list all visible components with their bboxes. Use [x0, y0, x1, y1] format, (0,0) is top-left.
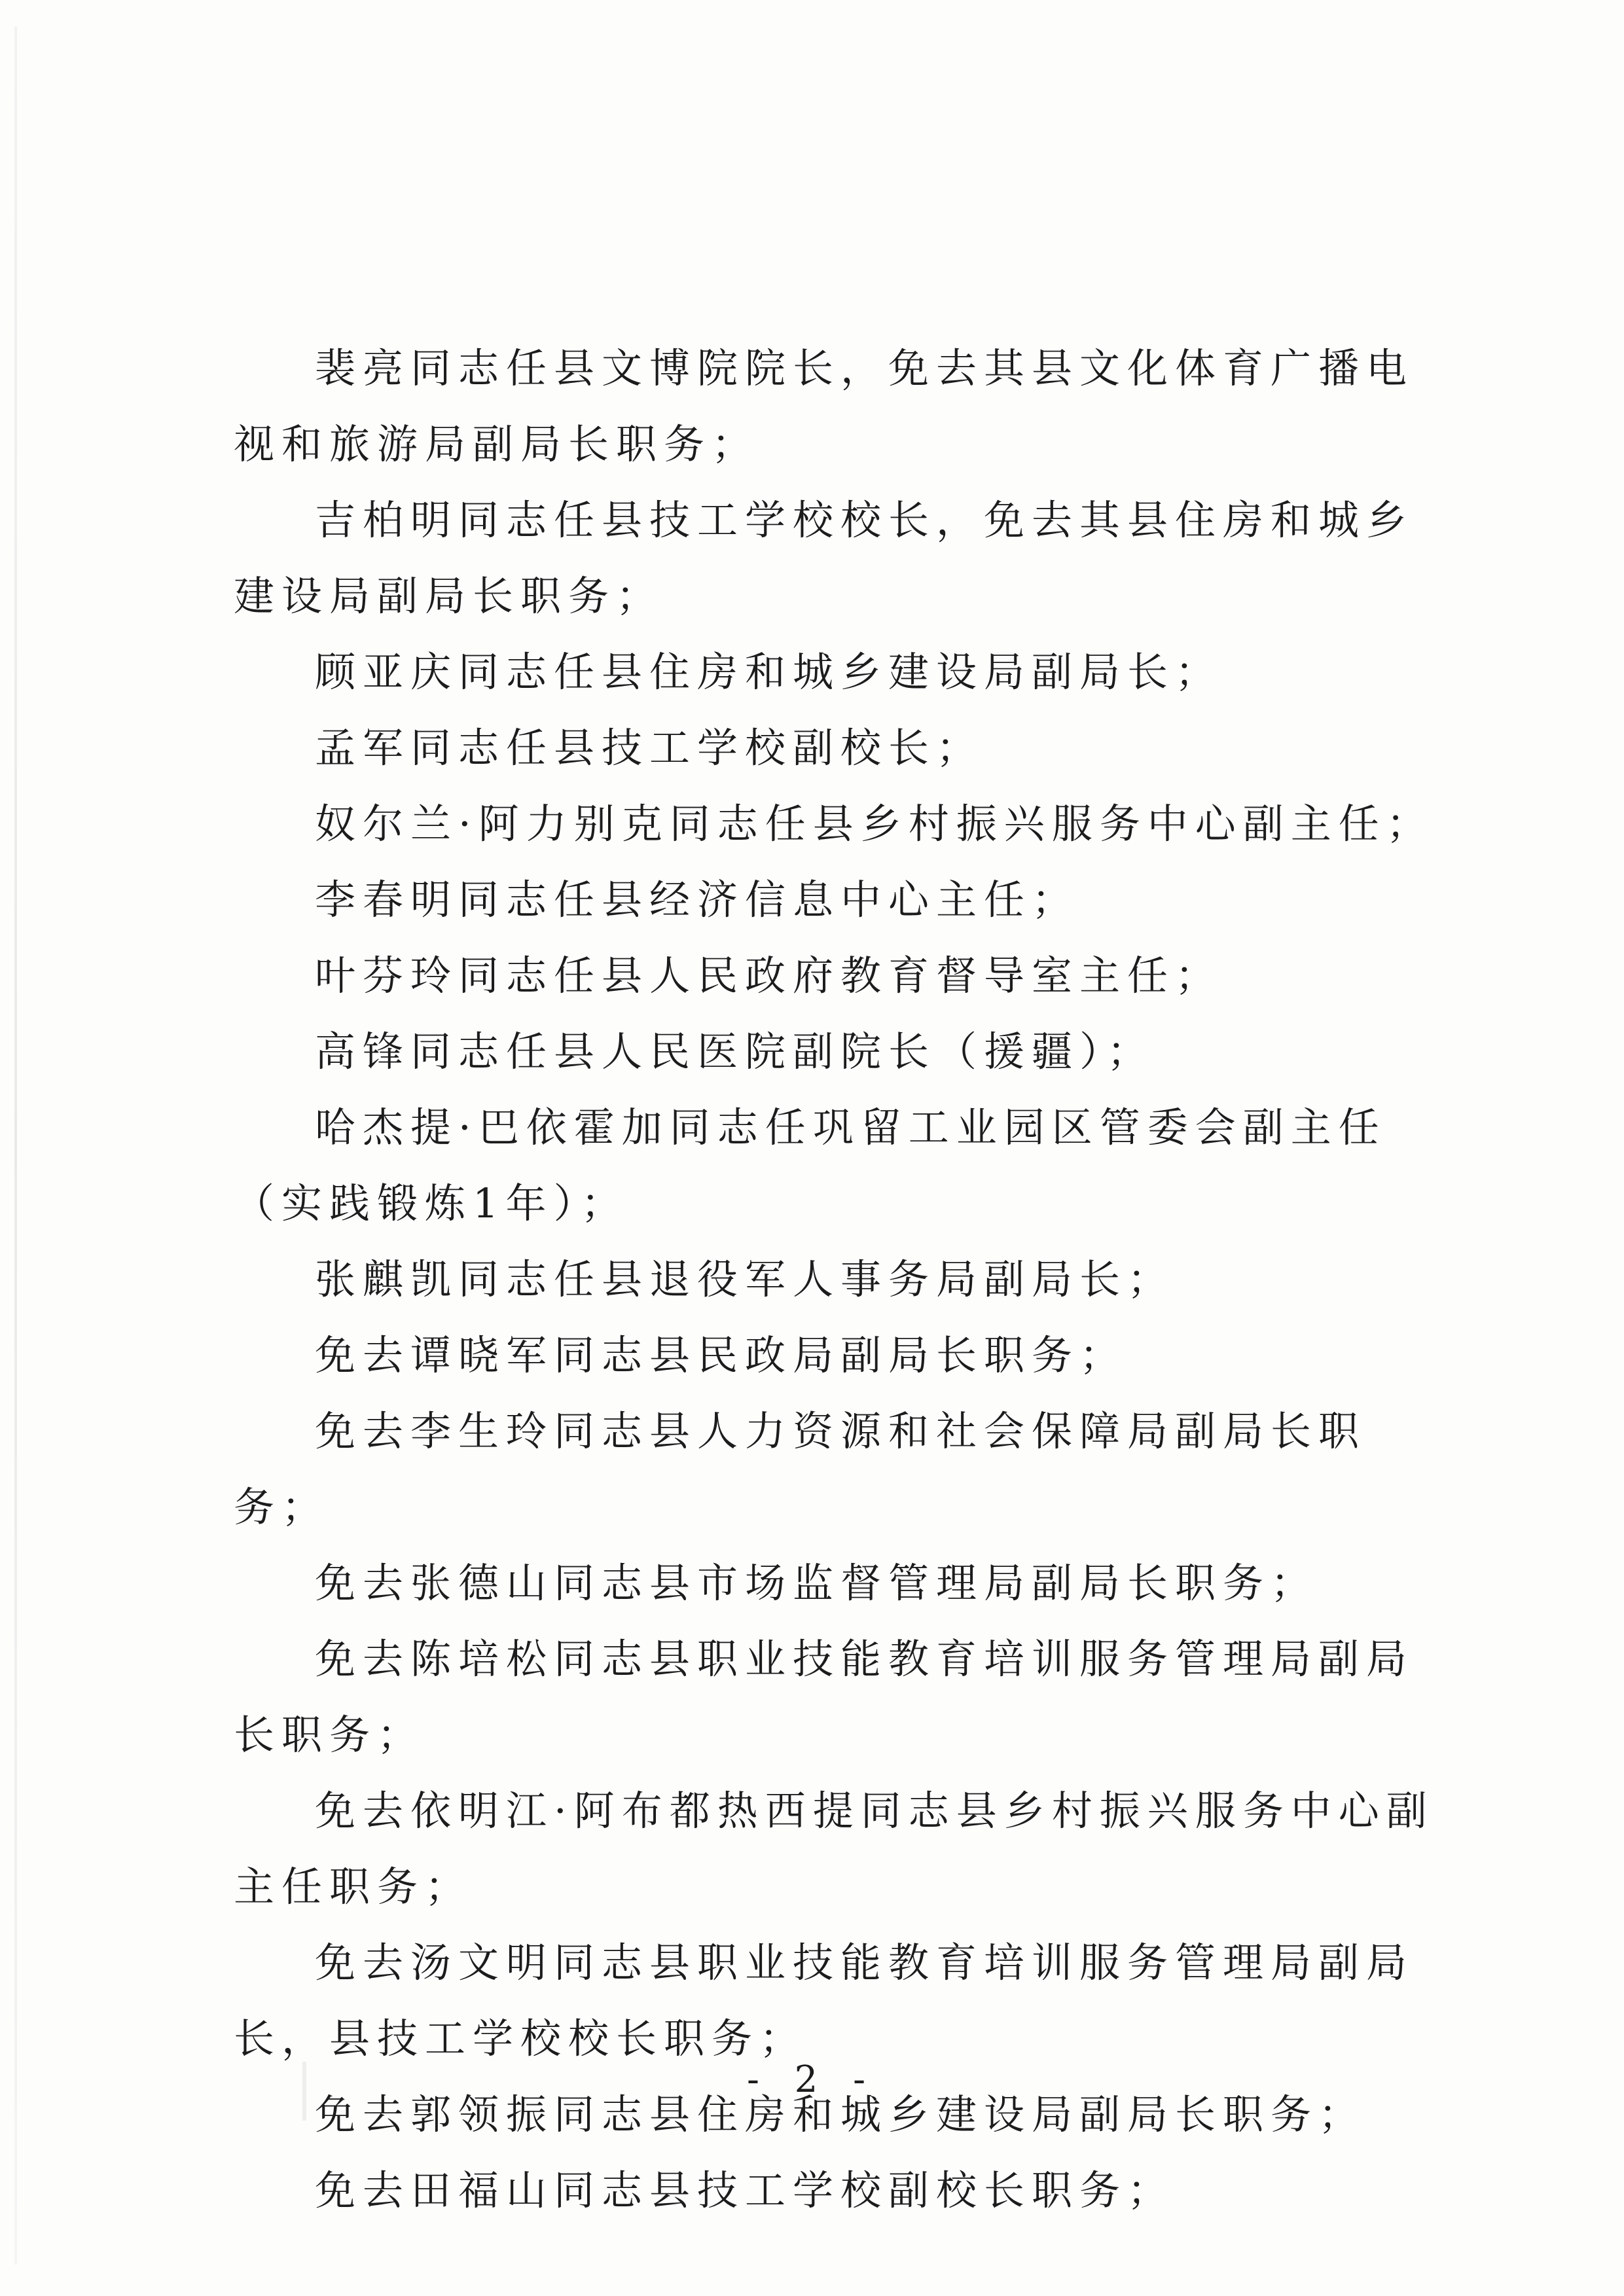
- paragraph-4: 孟军同志任县技工学校副校长；: [315, 724, 984, 772]
- paragraph-15: 免去依明江·阿布都热西提同志县乡村振兴服务中心副主任职务；: [234, 1787, 1434, 1910]
- paragraph-9: 哈杰提·巴依霍加同志任巩留工业园区管委会副主任（实践锻炼1年）；: [234, 1103, 1386, 1227]
- appointment-list: [234, 331, 1451, 2229]
- paragraph-8: 高锋同志任县人民医院副院长（援疆）；: [315, 1028, 1155, 1075]
- paragraph-11: 免去谭晓军同志县民政局副局长职务；: [315, 1331, 1128, 1379]
- paragraph-5: 奴尔兰·阿力别克同志任县乡村振兴服务中心副主任；: [315, 800, 1434, 848]
- paragraph-14: 免去陈培松同志县职业技能教育培训服务管理局副局长职务；: [234, 1635, 1415, 1759]
- paragraph-12: 免去李生玲同志县人力资源和社会保障局副局长职务；: [234, 1407, 1367, 1531]
- paragraph-2: 吉柏明同志任县技工学校校长，免去其县住房和城乡建设局副局长职务；: [234, 496, 1415, 620]
- paragraph-18: 免去田福山同志县技工学校副校长职务；: [315, 2166, 1176, 2214]
- paragraph-13: 免去张德山同志县市场监督管理局副局长职务；: [315, 1559, 1319, 1607]
- paragraph-1: 裴亮同志任县文博院院长，免去其县文化体育广播电视和旅游局副局长职务；: [234, 344, 1415, 468]
- page-number: - 2 -: [746, 2058, 878, 2101]
- paragraph-10: 张麒凯同志任县退役军人事务局副局长；: [315, 1255, 1176, 1303]
- paragraph-17: 免去郭领振同志县住房和城乡建设局副局长职务；: [315, 2090, 1367, 2138]
- paragraph-7: 叶芬玲同志任县人民政府教育督导室主任；: [315, 952, 1223, 999]
- paragraph-6: 李春明同志任县经济信息中心主任；: [315, 876, 1080, 924]
- paragraph-3: 顾亚庆同志任县住房和城乡建设局副局长；: [315, 648, 1223, 696]
- scan-edge-shadow: [14, 26, 17, 2265]
- paragraph-16: 免去汤文明同志县职业技能教育培训服务管理局副局长，县技工学校校长职务；: [234, 1939, 1415, 2062]
